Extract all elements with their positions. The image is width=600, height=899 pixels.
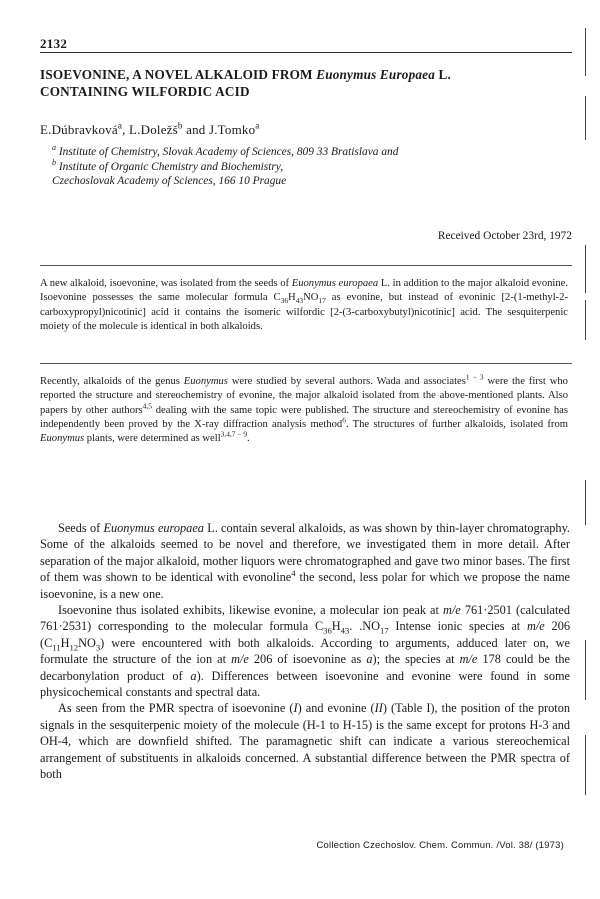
author-name: L.Doležš bbox=[129, 122, 178, 137]
intro-text: dealing with the same topic were published. The structure and stereochemistry of evonine has independently been proved by the X-ray diffraction analysis method bbox=[40, 404, 568, 430]
margin-rule bbox=[585, 96, 586, 140]
text-run: Isoevonine thus isolated exhibits, likewise evonine, a molecular ion peak at bbox=[58, 603, 443, 618]
affil-mark: a bbox=[52, 143, 56, 153]
author-name: J.Tomko bbox=[208, 122, 256, 137]
received-date: Received October 23rd, 1972 bbox=[437, 230, 572, 242]
abstract-text: H bbox=[288, 292, 296, 304]
page-number: 2132 bbox=[40, 36, 68, 51]
author-affil-mark: a bbox=[255, 120, 260, 131]
text-run: ). Differences between isoevonine and evonine were found in some physicochemical constants and spectral data. bbox=[40, 668, 570, 700]
text-run: ) and evonine ( bbox=[297, 701, 375, 716]
body-paragraph bbox=[40, 520, 570, 602]
text-run: 761·2501 (calculated 761·2531) corresponding to the molecular formula C bbox=[40, 603, 570, 634]
formula-subscript: 43 bbox=[295, 296, 304, 306]
structure-label: a bbox=[366, 652, 373, 667]
affil-text: Institute of Organic Chemistry and Biochemistry, bbox=[58, 160, 284, 173]
affiliations bbox=[52, 145, 532, 189]
reference-mark: 4 bbox=[291, 568, 296, 579]
formula-subscript: 17 bbox=[318, 296, 326, 306]
intro-text: . The structures of further alkaloids, isolated from bbox=[345, 418, 568, 430]
formula-subscript: 43 bbox=[340, 625, 350, 636]
abstract-text: NO bbox=[303, 292, 319, 304]
affil-mark: b bbox=[52, 157, 56, 167]
text-run: L. contain several alkaloids, as was shown by thin-layer chromatography. Some of the alkaloids seemed to be novel and therefore, we investigated them in more detail. After separation of the major alkaloid, mother liquors were chromatographed and gave two minor bases. The first of them was shown to be identical with evonoline bbox=[40, 521, 570, 585]
math-me: m/e bbox=[459, 652, 478, 667]
formula-subscript: 3 bbox=[95, 642, 101, 653]
body-paragraph bbox=[40, 602, 570, 700]
author-affil-mark: a bbox=[117, 120, 123, 131]
intro-text: Recently, alkaloids of the genus bbox=[40, 376, 184, 387]
reference-mark: 4,5 bbox=[142, 401, 152, 411]
header-rule bbox=[40, 52, 572, 53]
author-name: E.Dúbravková bbox=[40, 122, 118, 137]
affil-text: Institute of Chemistry, Slovak Academy of Sciences, 809 33 Bratislava and bbox=[58, 146, 399, 158]
abstract-text: A new alkaloid, isoevonine, was isolated from the seeds of bbox=[40, 278, 292, 289]
intro-text: plants, were determined as well bbox=[84, 433, 221, 445]
reference-mark: 6 bbox=[342, 415, 346, 425]
author-list: E.Dúbravková$^a$, L.Doležš$^b$ and J.Tomko$^a$ bbox=[40, 120, 260, 137]
text-run: H bbox=[60, 635, 70, 650]
formula-subscript: 36 bbox=[323, 625, 332, 636]
abstract bbox=[40, 277, 568, 334]
margin-rule bbox=[585, 245, 586, 293]
author-affil-mark: b bbox=[177, 120, 183, 131]
genus-name: Euonymus bbox=[183, 376, 228, 387]
intro-text: were the first who reported the structure and stereochemistry of evonine, the major alkaloid isolated from the above-mentioned plants. Also papers by other authors bbox=[40, 376, 568, 416]
formula-subscript: 11 bbox=[52, 642, 61, 653]
species-name: Euonymus europaea bbox=[291, 278, 379, 289]
text-run: Seeds of bbox=[58, 521, 104, 535]
text-run: As seen from the PMR spectra of isoevonine ( bbox=[58, 701, 294, 716]
text-run: 206 (C bbox=[40, 619, 570, 650]
affiliation-line bbox=[52, 157, 532, 175]
compound-label: II bbox=[374, 701, 383, 716]
affiliation-line bbox=[52, 145, 532, 160]
text-run: ) were encountered with both alkaloids. According to arguments, adduced later on, we formulate the structure of the ion at bbox=[40, 635, 570, 667]
compound-label: I bbox=[293, 701, 298, 716]
margin-rule bbox=[585, 735, 586, 795]
affiliation-line: Czechoslovak Academy of Sciences, 166 10 Prague bbox=[52, 175, 287, 188]
text-run: . .NO bbox=[349, 619, 380, 634]
structure-label: a bbox=[190, 668, 197, 683]
formula-subscript: 17 bbox=[379, 625, 389, 636]
title-species: Euonymus Europaea bbox=[316, 67, 436, 82]
intro-text: . bbox=[247, 433, 250, 445]
reference-mark: 1 − 3 bbox=[465, 372, 484, 382]
margin-rule bbox=[585, 28, 586, 76]
formula-subscript: 12 bbox=[69, 642, 79, 653]
paper-title bbox=[40, 66, 560, 100]
body-text bbox=[40, 520, 570, 783]
math-me: m/e bbox=[443, 603, 461, 618]
title-text: ISOEVONINE, A NOVEL ALKALOID FROM bbox=[40, 67, 317, 82]
text-run: Intense ionic species at bbox=[388, 619, 527, 634]
text-run: 206 of isoevonine as bbox=[248, 652, 367, 667]
math-me: m/e bbox=[231, 652, 249, 667]
text-run: 178 could be the decarbonylation product of bbox=[40, 652, 570, 683]
abstract-top-rule bbox=[40, 265, 572, 266]
abstract-bottom-rule bbox=[40, 363, 572, 364]
genus-name: Euonymus bbox=[40, 433, 85, 445]
math-me: m/e bbox=[527, 619, 545, 634]
reference-mark: 3,4,7 − 9 bbox=[220, 429, 248, 439]
species-name: Euonymus europaea bbox=[103, 521, 204, 535]
title-text: L. bbox=[435, 67, 452, 82]
author-conjunction: and bbox=[186, 122, 206, 137]
journal-footer: Collection Czechoslov. Chem. Commun. /Vol. 38/ (1973) bbox=[316, 840, 564, 851]
abstract-text: as evonine, but instead of evoninic [2-(1-methyl-2-carboxypropyl)nicotinic] acid it contains the isomeric wilfordic [2-(3-carboxybutyl)nicotinic] acid. The sesquiterpenic moiety of the molecule is identical in both alkaloids. bbox=[40, 292, 568, 332]
text-run: H bbox=[331, 619, 341, 634]
text-run: the second, less polar for which we propose the name isoevonine, is a new one. bbox=[40, 570, 570, 601]
margin-rule bbox=[585, 480, 586, 525]
title-text: CONTAINING WILFORDIC ACID bbox=[40, 84, 250, 99]
intro-paragraph bbox=[40, 372, 568, 446]
abstract-text: L. in addition to the major alkaloid evonine. Isoevonine possesses the same molecular formula C bbox=[40, 278, 569, 304]
text-run: ); the species at bbox=[372, 652, 460, 667]
margin-rule bbox=[585, 640, 586, 700]
intro-text: were studied by several authors. Wada and associates bbox=[227, 376, 466, 387]
formula-subscript: 36 bbox=[280, 296, 289, 306]
text-run: ) (Table I), the position of the proton signals in the sesquiterpenic moiety of the molecule (H-1 to H-15) is the same except for protons H-3 and OH-4, which are downfield shifted. The paramagnetic shift can indicate a various stereochemical arrangement of substituents in alkaloids concerned. A substantial difference between the PMR spectra of both bbox=[40, 701, 570, 782]
body-paragraph bbox=[40, 700, 570, 782]
margin-rule bbox=[585, 300, 586, 340]
text-run: NO bbox=[78, 635, 96, 650]
